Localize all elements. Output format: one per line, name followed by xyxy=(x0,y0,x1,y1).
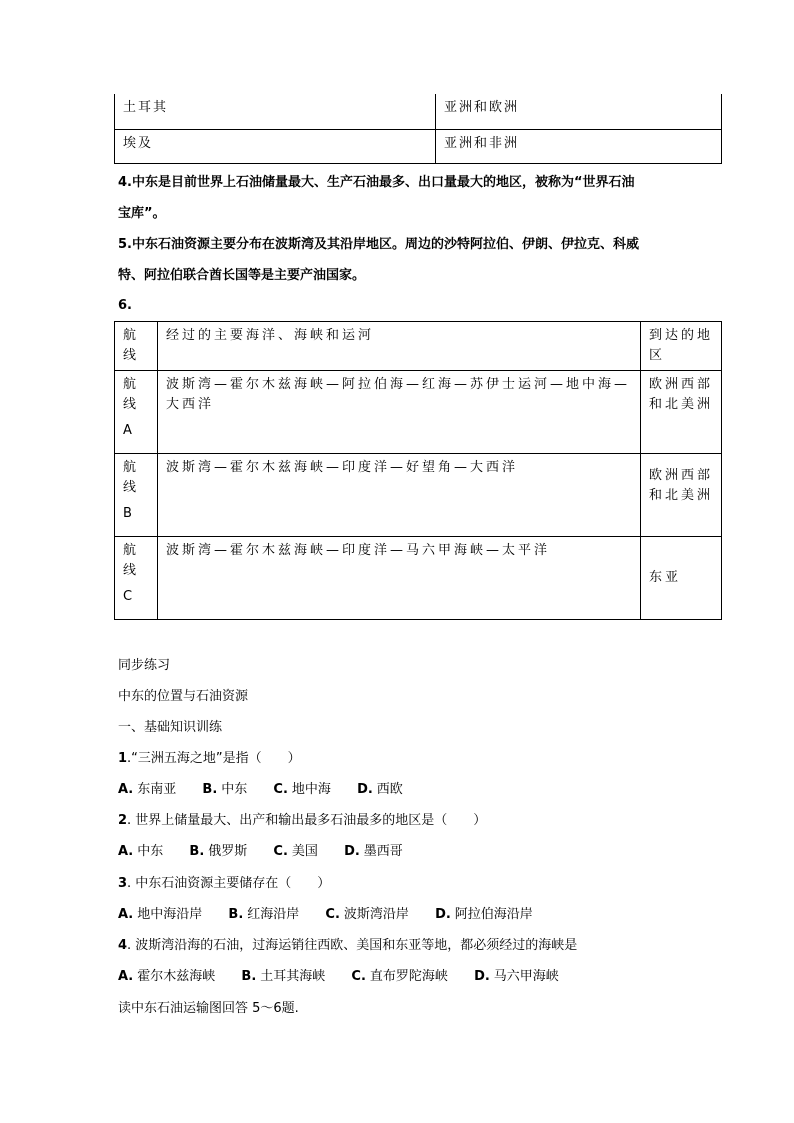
route-id: C xyxy=(123,589,136,604)
option-c: C. 美国 xyxy=(273,844,318,859)
path-cell: 波斯湾—霍尔木兹海峡—印度洋—好望角—大西洋 xyxy=(158,454,641,537)
country-cell: 土耳其 xyxy=(115,94,436,130)
point-4-line-1 xyxy=(118,174,635,192)
option-b: B. 俄罗斯 xyxy=(189,844,248,859)
option-d: D. 墨西哥 xyxy=(344,844,403,859)
destination-cell: 欧洲西部和北美洲 xyxy=(641,454,722,537)
point-5-text-cont: 特、阿拉伯联合酋长国等是主要产油国家。 xyxy=(118,268,366,283)
question-3 xyxy=(118,875,330,893)
destination-cell: 东亚 xyxy=(641,537,722,620)
question-2 xyxy=(118,812,486,830)
point-4-text: 4.中东是目前世界上石油储量最大、生产石油最多、出口量最大的地区，被称为“世界石油 xyxy=(118,175,635,190)
destination-cell: 欧洲西部和北美洲 xyxy=(641,371,722,454)
question-text: . 中东石油资源主要储存在（ ） xyxy=(127,876,331,891)
question-3-options xyxy=(118,906,555,924)
route-label: 航线 xyxy=(123,377,140,412)
table-row xyxy=(115,537,722,620)
final-instruction: 读中东石油运输图回答 5～6题. xyxy=(118,1001,299,1016)
option-a: A. 霍尔木兹海峡 xyxy=(118,969,216,984)
option-a: A. 地中海沿岸 xyxy=(118,907,203,922)
option-b: B. 红海沿岸 xyxy=(228,907,300,922)
option-d: D. 马六甲海峡 xyxy=(474,969,559,984)
option-a: A. 东南亚 xyxy=(118,782,177,797)
table-row xyxy=(115,94,722,130)
header-path: 经过的主要海洋、海峡和运河 xyxy=(158,322,641,371)
question-1-options xyxy=(118,781,425,799)
option-b: B. 土耳其海峡 xyxy=(241,969,326,984)
question-text: .“三洲五海之地”是指（ ） xyxy=(127,751,301,766)
path-cell: 波斯湾—霍尔木兹海峡—阿拉伯海—红海—苏伊士运河—地中海—大西洋 xyxy=(158,371,641,454)
country-region-table xyxy=(114,94,722,164)
path-cell: 波斯湾—霍尔木兹海峡—印度洋—马六甲海峡—太平洋 xyxy=(158,537,641,620)
table-header-row xyxy=(115,322,722,371)
point-4-text-cont: 宝库”。 xyxy=(118,206,166,221)
option-c: C. 波斯湾沿岸 xyxy=(325,907,409,922)
region-cell: 亚洲和欧洲 xyxy=(436,94,722,130)
question-text: . 波斯湾沿海的石油，过海运销往西欧、美国和东亚等地，都必须经过的海峡是 xyxy=(127,938,578,953)
shipping-routes-table xyxy=(114,321,722,620)
route-cell xyxy=(115,537,158,620)
country-cell: 埃及 xyxy=(115,130,436,164)
subtitle: 中东的位置与石油资源 xyxy=(118,689,249,704)
point-5-line-2 xyxy=(118,267,365,285)
route-id: B xyxy=(123,506,135,521)
part-title: 一、基础知识训练 xyxy=(118,720,223,735)
route-id: A xyxy=(123,423,135,438)
point-4-line-2 xyxy=(118,205,166,223)
option-a: A. 中东 xyxy=(118,844,164,859)
route-cell xyxy=(115,454,158,537)
question-2-options xyxy=(118,843,425,861)
question-number: 1 xyxy=(118,751,128,766)
route-cell xyxy=(115,371,158,454)
option-b: B. 中东 xyxy=(202,782,248,797)
question-number: 2 xyxy=(118,813,128,828)
option-d: D. 阿拉伯海沿岸 xyxy=(435,907,533,922)
table-row xyxy=(115,371,722,454)
route-label: 航线 xyxy=(123,543,140,578)
header-destination: 到达的地区 xyxy=(641,322,722,371)
question-4 xyxy=(118,937,577,955)
option-d: D. 西欧 xyxy=(357,782,403,797)
question-1 xyxy=(118,750,301,768)
option-c: C. 地中海 xyxy=(273,782,331,797)
header-route: 航线 xyxy=(115,322,158,371)
question-text: . 世界上储量最大、出产和输出最多石油最多的地区是（ ） xyxy=(127,813,487,828)
region-cell: 亚洲和非洲 xyxy=(436,130,722,164)
point-6-label xyxy=(118,297,132,315)
table-row xyxy=(115,130,722,164)
section-title: 同步练习 xyxy=(118,658,171,673)
route-label: 航线 xyxy=(123,460,140,495)
point-5-line-1 xyxy=(118,236,639,254)
option-c: C. 直布罗陀海峡 xyxy=(351,969,448,984)
question-number: 3 xyxy=(118,876,128,891)
question-number: 4 xyxy=(118,938,128,953)
question-4-options xyxy=(118,968,581,986)
point-6-text: 6. xyxy=(118,298,132,313)
table-row xyxy=(115,454,722,537)
point-5-text: 5.中东石油资源主要分布在波斯湾及其沿岸地区。周边的沙特阿拉伯、伊朗、伊拉克、科威 xyxy=(118,237,639,252)
